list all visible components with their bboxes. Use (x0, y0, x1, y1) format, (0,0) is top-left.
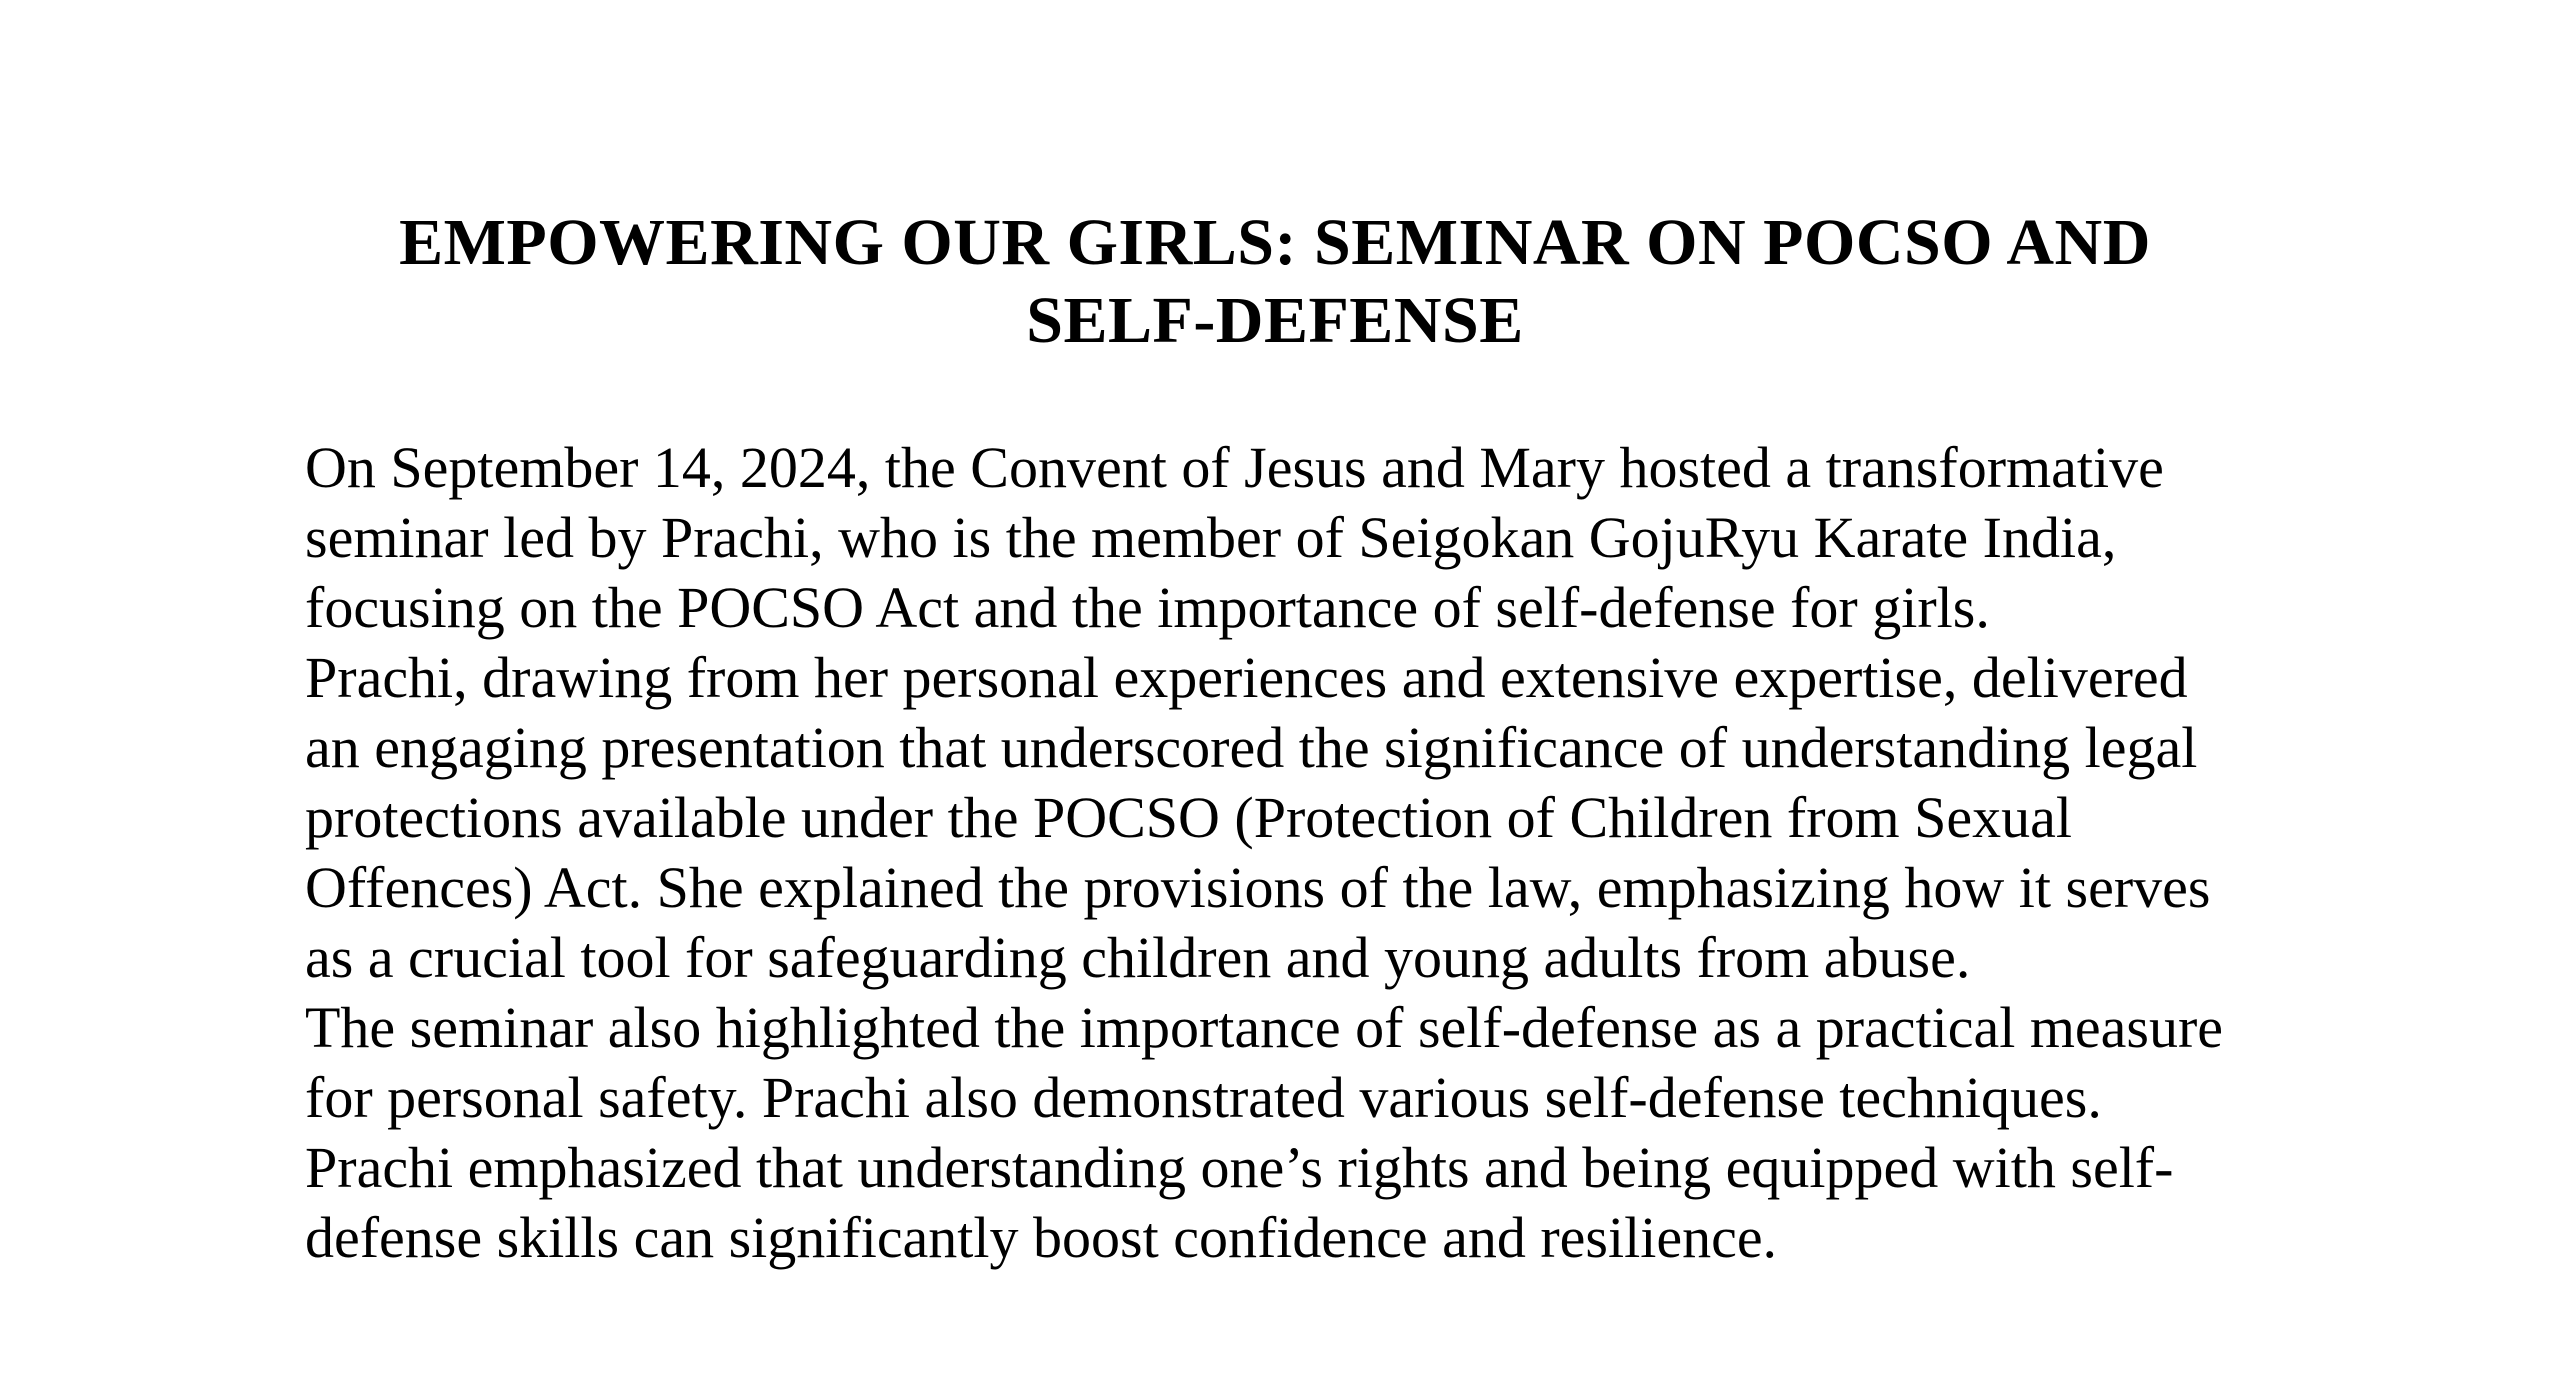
body-line: focusing on the POCSO Act and the importance of self-defense for girls. (305, 575, 1990, 640)
body-line: The seminar also highlighted the importance of self-defense as a practical measure (305, 995, 2224, 1060)
document-title (0, 204, 2550, 360)
body-line: defense skills can significantly boost confidence and resilience. (305, 1205, 1778, 1270)
body-line: for personal safety. Prachi also demonstrated various self-defense techniques. (305, 1065, 2102, 1130)
body-line: On September 14, 2024, the Convent of Jesus and Mary hosted a transformative (305, 435, 2164, 500)
body-line: seminar led by Prachi, who is the member of Seigokan GojuRyu Karate India, (305, 505, 2117, 570)
title-line-1: EMPOWERING OUR GIRLS: SEMINAR ON POCSO AND (399, 206, 2151, 279)
body-line: an engaging presentation that underscored the significance of understanding legal (305, 715, 2198, 780)
body-line: Offences) Act. She explained the provisions of the law, emphasizing how it serves (305, 855, 2211, 920)
body-line: Prachi, drawing from her personal experiences and extensive expertise, delivered (305, 645, 2188, 710)
body-line: Prachi emphasized that understanding one’s rights and being equipped with self- (305, 1135, 2174, 1200)
body-line: protections available under the POCSO (Protection of Children from Sexual (305, 785, 2073, 850)
document-body (305, 433, 2223, 1273)
body-line: as a crucial tool for safeguarding children and young adults from abuse. (305, 925, 1971, 990)
title-line-2: SELF-DEFENSE (1026, 284, 1524, 357)
